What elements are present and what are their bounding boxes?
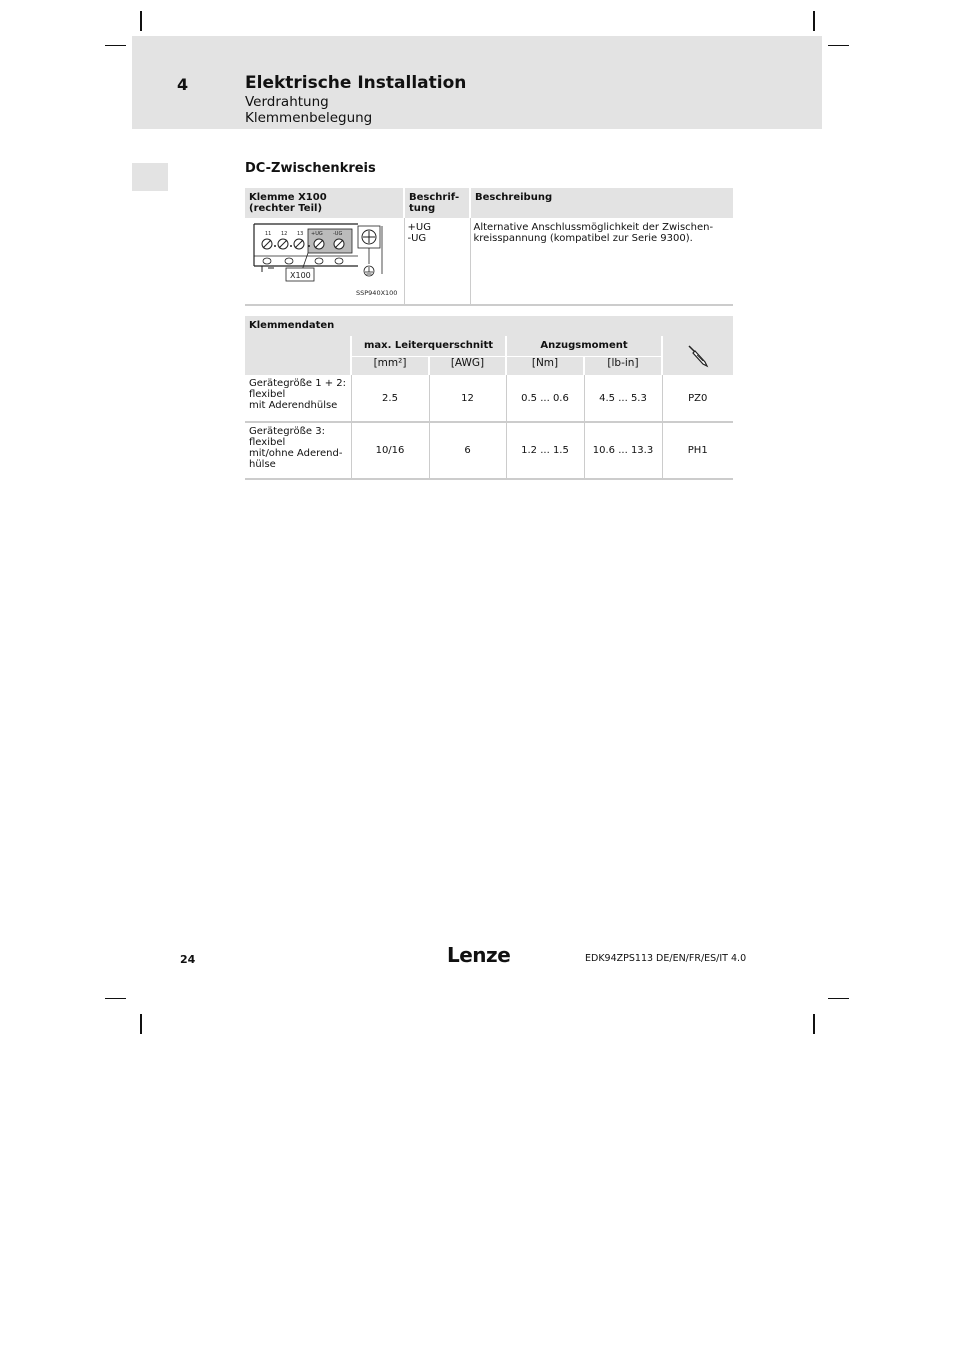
tool-header [662,336,733,375]
header-band [132,36,822,129]
chapter-subtitle: Verdrahtung [245,94,329,110]
column-group-header: Anzugsmoment [506,336,662,356]
crop-mark [105,998,126,999]
table-cell: PZ0 [662,375,733,422]
label-cell: +UG -UG [404,218,470,305]
crop-mark [140,1014,142,1034]
row-header-blank [245,336,351,375]
crop-mark [828,45,849,46]
brand-logo: Lenze [447,943,511,967]
terminal-data-table [245,316,733,480]
chapter-title: Elektrische Installation [245,73,467,93]
page-number: 24 [180,953,196,966]
column-header: Beschreibung [470,188,733,218]
column-group-header: max. Leiterquerschnitt [351,336,506,356]
column-header: Klemme X100 (rechter Teil) [245,188,404,218]
table-row [245,375,733,422]
table-cell: 4.5 ... 5.3 [584,375,662,422]
terminal-label: +UG [311,231,323,237]
unit-header: [mm²] [351,356,429,375]
table-row [245,422,733,479]
table-cell: 12 [429,375,506,422]
terminal-block-label: X100 [290,271,311,280]
table-caption: Klemmendaten [245,316,733,336]
crop-mark [140,11,142,31]
table-cell: PH1 [662,422,733,479]
terminal-table [245,188,733,306]
table-cell: 6 [429,422,506,479]
crop-mark [828,998,849,999]
crop-mark [813,1014,815,1034]
side-tab [132,163,168,191]
crop-mark [105,45,126,46]
table-cell: 1.2 ... 1.5 [506,422,584,479]
terminal-label: -UG [333,231,343,237]
table-cell: 10.6 ... 13.3 [584,422,662,479]
table-cell: 10/16 [351,422,429,479]
column-header: Beschrif- tung [404,188,470,218]
table-cell: 2.5 [351,375,429,422]
terminal-block-icon [248,222,400,300]
description-cell: Alternative Anschlussmöglichkeit der Zwischen- kreisspannung (kompatibel zur Serie 9300). [470,218,733,305]
terminal-image-cell [245,218,404,305]
table-cell: 0.5 ... 0.6 [506,375,584,422]
unit-header: [Nm] [506,356,584,375]
section-title: DC-Zwischenkreis [245,161,376,176]
image-reference: SSP940X100 [356,289,398,297]
unit-header: [lb-in] [584,356,662,375]
row-label: Gerätegröße 1 + 2: flexibel mit Aderendhülse [245,375,351,422]
chapter-number: 4 [177,75,189,94]
screwdriver-icon [685,343,711,369]
unit-header: [AWG] [429,356,506,375]
row-label: Gerätegröße 3: flexibel mit/ohne Aderend- hülse [245,422,351,479]
terminal-label: 13 [297,231,304,237]
terminal-label: 12 [281,231,288,237]
document-id: EDK94ZPS113 DE/EN/FR/ES/IT 4.0 [585,953,747,964]
terminal-label: 11 [265,231,272,237]
chapter-subtitle: Klemmenbelegung [245,110,373,126]
crop-mark [813,11,815,31]
